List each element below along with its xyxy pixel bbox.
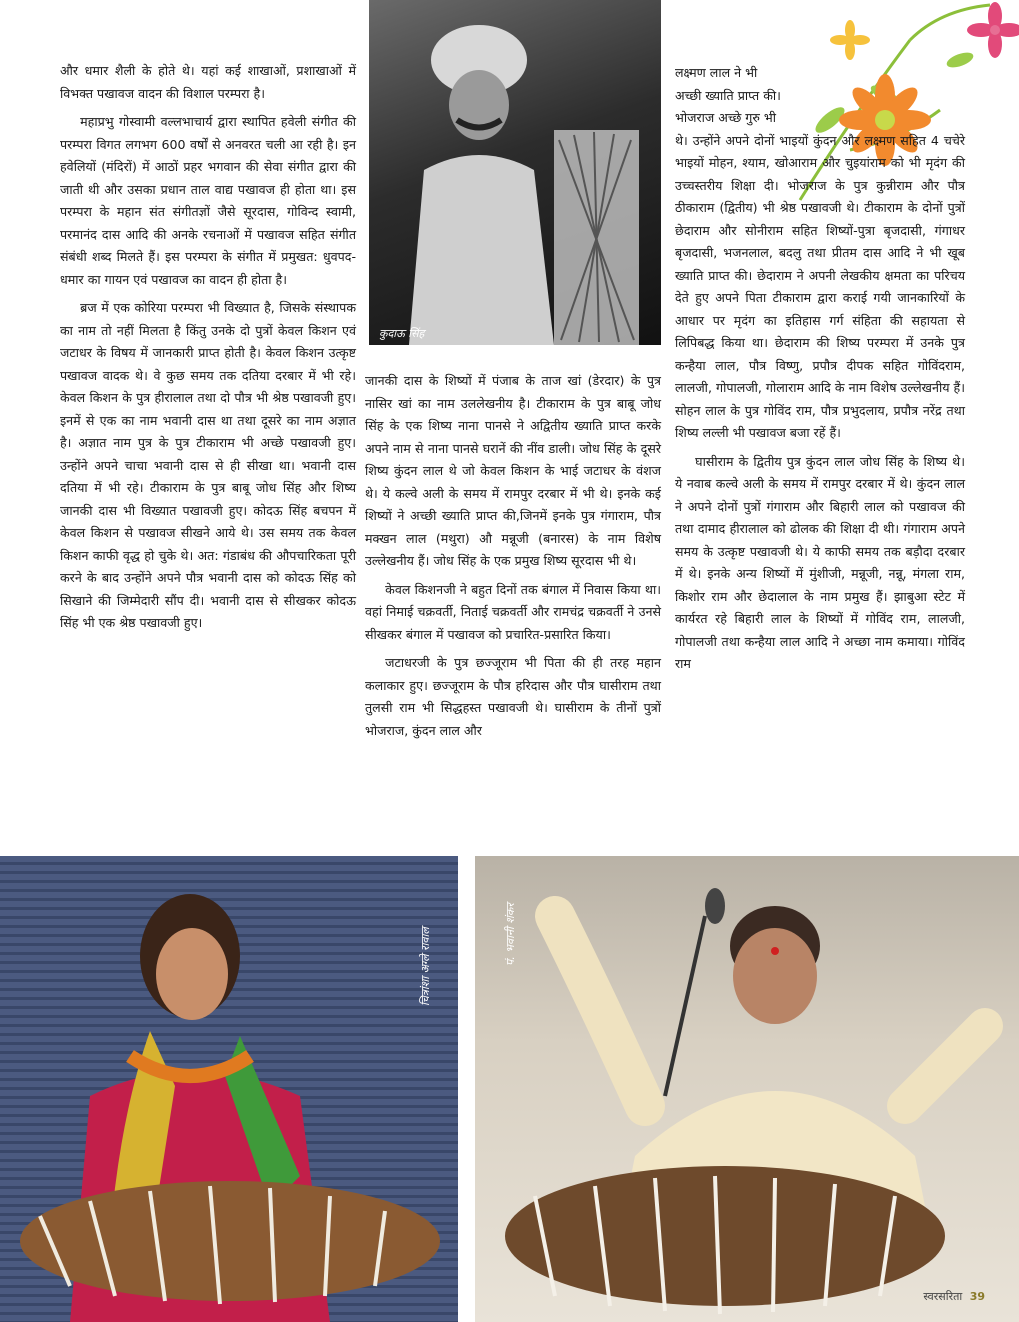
paragraph: घासीराम के द्वितीय पुत्र कुंदन लाल जोध सिंह के शिष्य थे। ये नवाब कल्वे अली के समय में रामपुर दरबार में थे। कुंदन लाल ने अपने दोनों पुत्रों गंगाराम और बिहारी लाल को पखावज की तथा दामाद हीरालाल को ढोलक की शिक्षा दी थी। गंगाराम अपने समय के उत्कृष्ट पखावजी थे। ये काफी समय तक बड़ौदा दरबार में थे। इनके अन्य शिष्यों में मुंशीजी, मन्नूजी, नन्नू, मंगला राम, किशोर राम और छेदालाल के नाम प्रमुख हैं। झाबुआ स्टेट में कार्यरत रहे बिहारी लाल के शिष्यों में गोविंद राम, लालजी, गोपालजी तथा कन्हैया लाल आदि ने अच्छा नाम कमाया। गोविंद राम [675,453,965,671]
paragraph: जटाधरजी के पुत्र छज्जूराम भी पिता की ही तरह महान कलाकार हुए। छज्जूराम के पौत्र हरिदास और पौत्र घासीराम तथा तुलसी राम भी सिद्धहस्त पखावजी थे। घासीराम के तीनों पुत्रों भोजराज, कुंदन लाल और [365,655,661,738]
narrow-line: भोजराज अच्छे गुरु भी [675,110,777,125]
page-number: 39 [969,1290,985,1303]
page-footer [923,1289,985,1304]
photo-credit: चित्रांशा अग्ले रावाल [419,927,432,1006]
article-column-3 [675,62,965,682]
article-column-2 [365,370,661,748]
musician-figure [475,856,1019,1322]
photo-credit: पं. भवानी शंकर [504,903,517,966]
pink-flower-icon [967,2,1019,58]
woman-figure [0,856,458,1322]
paragraph: और धमार शैली के होते थे। यहां कई शाखाओं, प्रशाखाओं में विभक्त पखावज वादन की विशाल परम्परा है। [60,63,356,101]
paragraph: केवल किशनजी ने बहुत दिनों तक बंगाल में निवास किया था। वहां निमाई चक्रवर्ती, निताई चक्रवर्ती और रामचंद्र चक्रवर्ती ने उनसे सीखकर बंगाल में पखावज को प्रचारित-प्रसारित किया। [365,581,661,642]
narrow-line: अच्छी ख्याति प्राप्त की। [675,87,781,103]
article-column-1 [60,60,356,641]
paragraph: जानकी दास के शिष्यों में पंजाब के ताज खां (डेरदार) के पुत्र नासिर खां का नाम उललेखनीय है। टीकाराम के पुत्र बाबू जोध सिंह के एक शिष्य नाना पानसे ने अद्वितीय ख्याति प्राप्त करके अपने नाम से नाना पानसे घरानें की नींव डाली। जोध सिंह के दूसरे शिष्य कुंदन लाल थे जो केवल किशन के भाई जटाधर के वंशज थे। ये कल्वे अली के समय में रामपुर दरबार में भी थे। इनके कई शिष्यों ने अच्छी ख्याति प्राप्त की,जिनमें इनके पुत्र गंगाराम, पौत्र मक्खन लाल (मथुरा) औ मन्नूजी (बनारस) के नाम विशेष उल्लेखनीय हैं। जोध सिंह के एक प्रमुख शिष्य सूरदास भी थे। [365,373,661,568]
yellow-flower-icon [830,20,870,60]
archival-photo-kudau-singh [369,0,661,345]
narrow-line: लक्ष्मण लाल ने भी [675,65,758,80]
photo-bhavani-shankar [475,856,1019,1322]
portrait-figure [369,0,661,345]
magazine-name: स्वरसरिता [923,1290,963,1303]
photo-caption: कुदाऊ सिंह [379,327,425,340]
paragraph: महाप्रभु गोस्वामी वल्लभाचार्य द्वारा स्थापित हवेली संगीत की परम्परा विगत लगभग 600 वर्षों से अनवरत चली आ रही है। इन हवेलियों (मंदिरों) में आठों प्रहर भगवान की सेवा संगीत द्वारा की जाती थी और उसका प्रधान ताल वाद्य पखावज ही होता था। इस परम्परा के महान संत संगीतज्ञों जैसे सूरदास, गोविन्द स्वामी, परमानंद दास आदि की अनके रचनाओं में पखावज सहित संगीत संबंधी शब्द मिलते हैं। इस परम्परा के संगीत में प्रमुखत: धुवपद-धमार का गायन एवं पखावज का वादन ही होता है। [60,114,356,287]
paragraph: थे। उन्होंने अपने दोनों भाइयों कुंदन और लक्ष्मण सहित 4 चचेरे भाइयों मोहन, श्याम, खोआराम और चुइयांराम को भी मृदंग की उच्चस्तरीय शिक्षा दी। भोजराज के पुत्र कुन्नीराम और पौत्र ठीकाराम (द्वितीय) भी श्रेष्ठ पखावजी थे। टीकाराम के दोनों पुत्रों छेदाराम और सोनीराम सहित शिष्यों-पुत्रा बृजदासी, गंगाधर बृजदासी, भजनलाल, बदलु तथा प्रीतम दास आदि ने भी खूब ख्याति प्राप्त की। छेदाराम ने अपनी लेखकीय क्षमता का परिचय देते हुए अपने पिता टीकाराम द्वारा कराई गयी जानकारियों के आधार पर मृदंग का इतिहास गर्ग संहिता की सहायता से लिपिबद्ध किया था। छेदाराम की शिष्य परम्परा में उनके पुत्र कन्हैया लाल, पौत्र विष्णु, प्रपौत्र दीपक सहित गोविंदराम, लालजी, गोपालजी, गोलाराम आदि के नाम विशेष उल्लेखनीय हैं। सोहन लाल के पुत्र गोविंद राम, पौत्र प्रभुदलाय, प्रपौत्र नरेंद्र तथा शिष्य लल्ली भी पखावज बजा रहें हैं। [675,132,965,440]
paragraph: ब्रज में एक कोरिया परम्परा भी विख्यात है, जिसके संस्थापक का नाम तो नहीं मिलता है किंतु उनके दो पुत्रों केवल किशन एवं जटाधर के विषय में जानकारी प्राप्त होती है। केवल किशन उत्कृष्ट पखावज वादक थे। वे कुछ समय तक दतिया दरबार में भी रहे। केवल किशन के पुत्र हीरालाल तथा दो पौत्र भी श्रेष्ठ पखावजी हुए। इनमें से एक का नाम भवानी दास था तथा दूसरे का नाम अज्ञात है। अज्ञात नाम पुत्र के पुत्र टीकाराम भी अच्छे पखावजी हुए। उन्होंने अपने चाचा भवानी दास से ही सीखा था। भवानी दास दतिया में भी रहे। टीकाराम के पुत्र बाबू जोध सिंह और शिष्य जानकी दास भी विख्यात पखावजी हुए। कोदऊ सिंह बचपन में केवल किशन से पखावज सीखने आये थे। उस समय तक केवल किशन काफी वृद्ध हो चुके थे। अत: गंडाबंध की औपचारिकता पूरी करने के बाद उन्होंने अपने पौत्र भवानी दास को कोदऊ सिंह को सिखाने की जिम्मेदारी सौंप दी। भवानी दास से सीखकर कोदऊ सिंह भी एक श्रेष्ठ पखावजी हुए। [60,300,356,630]
photo-woman-pakhawaj [0,856,458,1322]
